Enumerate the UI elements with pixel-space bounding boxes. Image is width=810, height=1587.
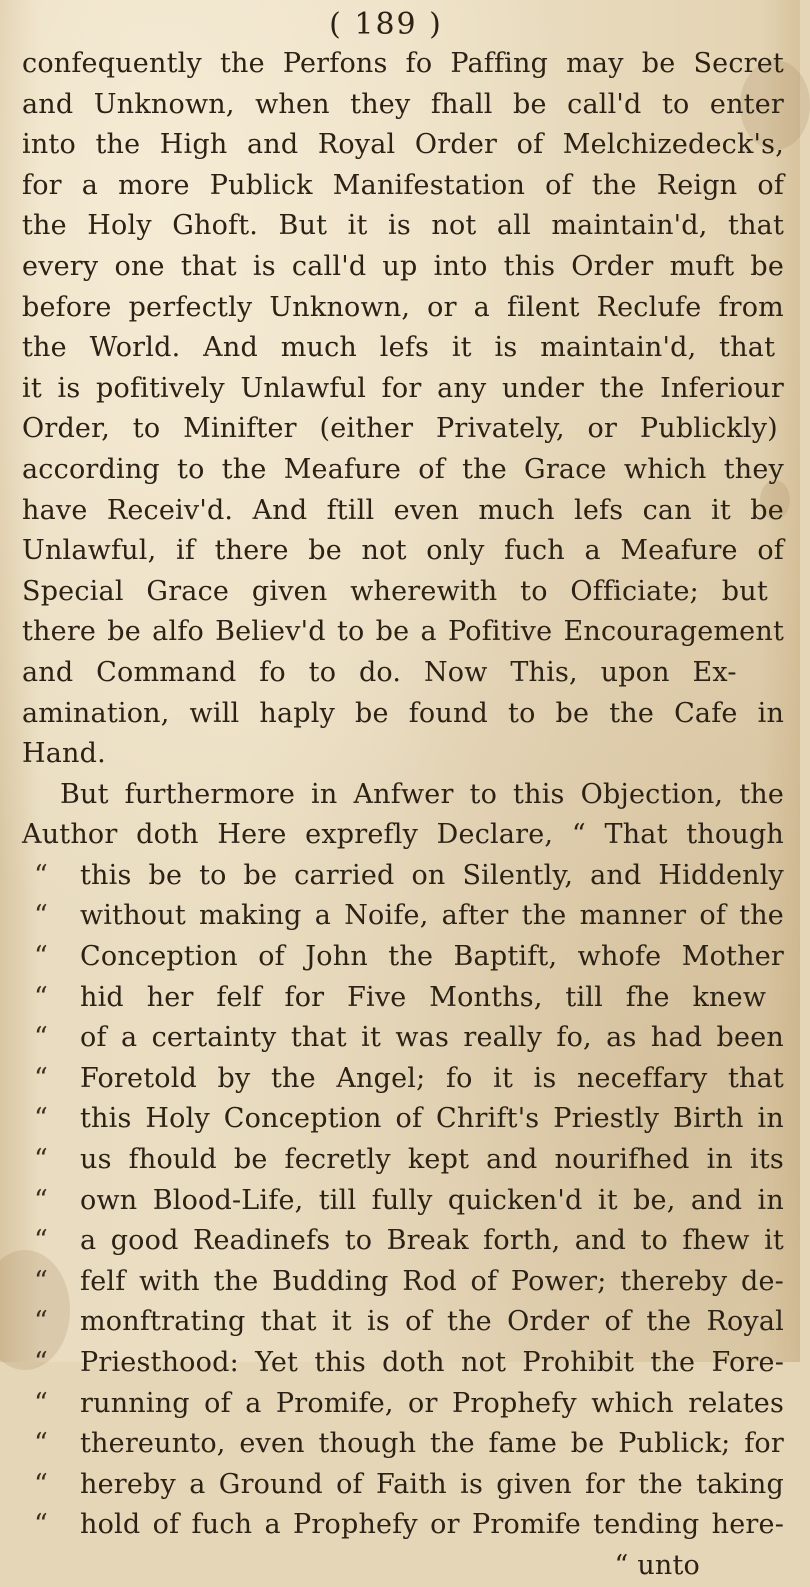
- text-line-content: have Receiv'd. And ftill even much lefs can it be: [22, 494, 784, 526]
- text-line-content: monftrating that it is of the Order of the Royal: [80, 1306, 785, 1338]
- text-line: [22, 1181, 790, 1222]
- text-line-content: this Holy Conception of Chrift's Priestly Birth in: [80, 1103, 784, 1135]
- text-line-content: But furthermore in Anfwer to this Objection, the: [60, 778, 785, 810]
- text-line: [22, 1262, 790, 1303]
- text-line-content: hold of fuch a Prophefy or Promife tending here-: [80, 1509, 785, 1541]
- text-line-content: hereby a Ground of Faith is given for the taking: [80, 1468, 784, 1500]
- text-line: [22, 85, 790, 126]
- text-line-content: Author doth Here exprefly Declare, “ That though: [22, 819, 785, 851]
- text-line: [22, 44, 790, 85]
- text-line-content: Special Grace given wherewith to Officiate; but: [22, 575, 768, 607]
- text-line-content: running of a Promife, or Prophefy which relates: [80, 1387, 785, 1419]
- text-line-content: every one that is call'd up into this Order muft be: [22, 250, 785, 282]
- text-line: [22, 206, 790, 247]
- text-line: [22, 734, 790, 775]
- text-line-content: and Command fo to do. Now This, upon Ex-: [22, 656, 737, 688]
- text-line-content: amination, will haply be found to be the Cafe in: [22, 697, 785, 729]
- text-line-content: felf with the Budding Rod of Power; thereby de-: [80, 1265, 784, 1297]
- text-line-content: for a more Publick Manifestation of the Reign of: [22, 169, 785, 201]
- text-line-content: without making a Noife, after the manner of the: [80, 900, 784, 932]
- text-line-content: own Blood-Life, till fully quicken'd it be, and in: [80, 1184, 784, 1216]
- text-line-content: into the High and Royal Order of Melchizedeck's,: [22, 129, 785, 161]
- text-line: [22, 288, 790, 329]
- text-block: [22, 6, 790, 1587]
- text-line-content: Hand.: [22, 738, 106, 770]
- text-lines: [22, 44, 790, 1587]
- text-line: [22, 409, 790, 450]
- text-line: [22, 896, 790, 937]
- text-line-content: the Holy Ghoft. But it is not all maintain'd, that: [22, 210, 784, 242]
- text-line: [22, 694, 790, 735]
- text-line: [22, 491, 790, 532]
- text-line-content: Order, to Minifter (either Privately, or Publickly): [22, 413, 778, 445]
- text-line-content: us fhould be fecretly kept and nourifhed in its: [80, 1144, 784, 1176]
- text-line-content: confequently the Perfons fo Paffing may be Secret: [22, 48, 784, 79]
- text-line: [22, 166, 790, 207]
- page-number: ( 189 ): [329, 7, 443, 42]
- text-line: [22, 978, 790, 1019]
- text-line: [22, 1018, 790, 1059]
- text-line-content: the World. And much lefs it is maintain'd, that: [22, 332, 776, 364]
- text-line: [22, 653, 790, 694]
- text-line: [22, 937, 790, 978]
- text-line-content: this be to be carried on Silently, and Hiddenly: [80, 859, 784, 891]
- text-line-content: according to the Meafure of the Grace which they: [22, 453, 784, 485]
- text-line: [22, 1221, 790, 1262]
- text-line: [22, 775, 790, 816]
- text-line: [22, 572, 790, 613]
- text-line-content: Unlawful, if there be not only fuch a Meafure of: [22, 535, 784, 567]
- text-line: [22, 247, 790, 288]
- text-line: [22, 612, 790, 653]
- text-line: [22, 1465, 790, 1506]
- text-line: [22, 1424, 790, 1465]
- text-line: [22, 1343, 790, 1384]
- text-line-content: before perfectly Unknown, or a filent Reclufe from: [22, 291, 784, 323]
- text-line: [22, 1546, 790, 1587]
- text-line: [22, 1384, 790, 1425]
- text-line: [22, 369, 790, 410]
- text-line: [22, 1302, 790, 1343]
- text-line: [22, 450, 790, 491]
- text-line-content: thereunto, even though the fame be Publick; for: [80, 1428, 784, 1460]
- text-line: [22, 328, 790, 369]
- text-line: [22, 531, 790, 572]
- text-line: [22, 1140, 790, 1181]
- text-line-content: and Unknown, when they fhall be call'd to enter: [22, 88, 785, 120]
- text-line-content: hid her felf for Five Months, till fhe knew: [80, 981, 767, 1013]
- text-line: [22, 1059, 790, 1100]
- text-line: [22, 1505, 790, 1546]
- text-line: [22, 815, 790, 856]
- text-line: [22, 1099, 790, 1140]
- text-line-content: Priesthood: Yet this doth not Prohibit the Fore-: [80, 1347, 785, 1378]
- text-line-content: of a certainty that it was really fo, as had been: [80, 1022, 784, 1054]
- text-line-content: a good Readinefs to Break forth, and to fhew it: [80, 1225, 784, 1257]
- text-line: [22, 125, 790, 166]
- text-line-content: “ unto: [615, 1546, 700, 1587]
- text-line-content: there be alfo Believ'd to be a Pofitive Encouragement: [22, 616, 785, 648]
- text-line-content: Foretold by the Angel; fo it is neceffary that: [80, 1062, 784, 1094]
- text-line-content: Conception of John the Baptift, whofe Mother: [80, 941, 784, 973]
- text-line-content: it is pofitively Unlawful for any under the Inferiour: [22, 372, 784, 404]
- text-line: [22, 856, 790, 897]
